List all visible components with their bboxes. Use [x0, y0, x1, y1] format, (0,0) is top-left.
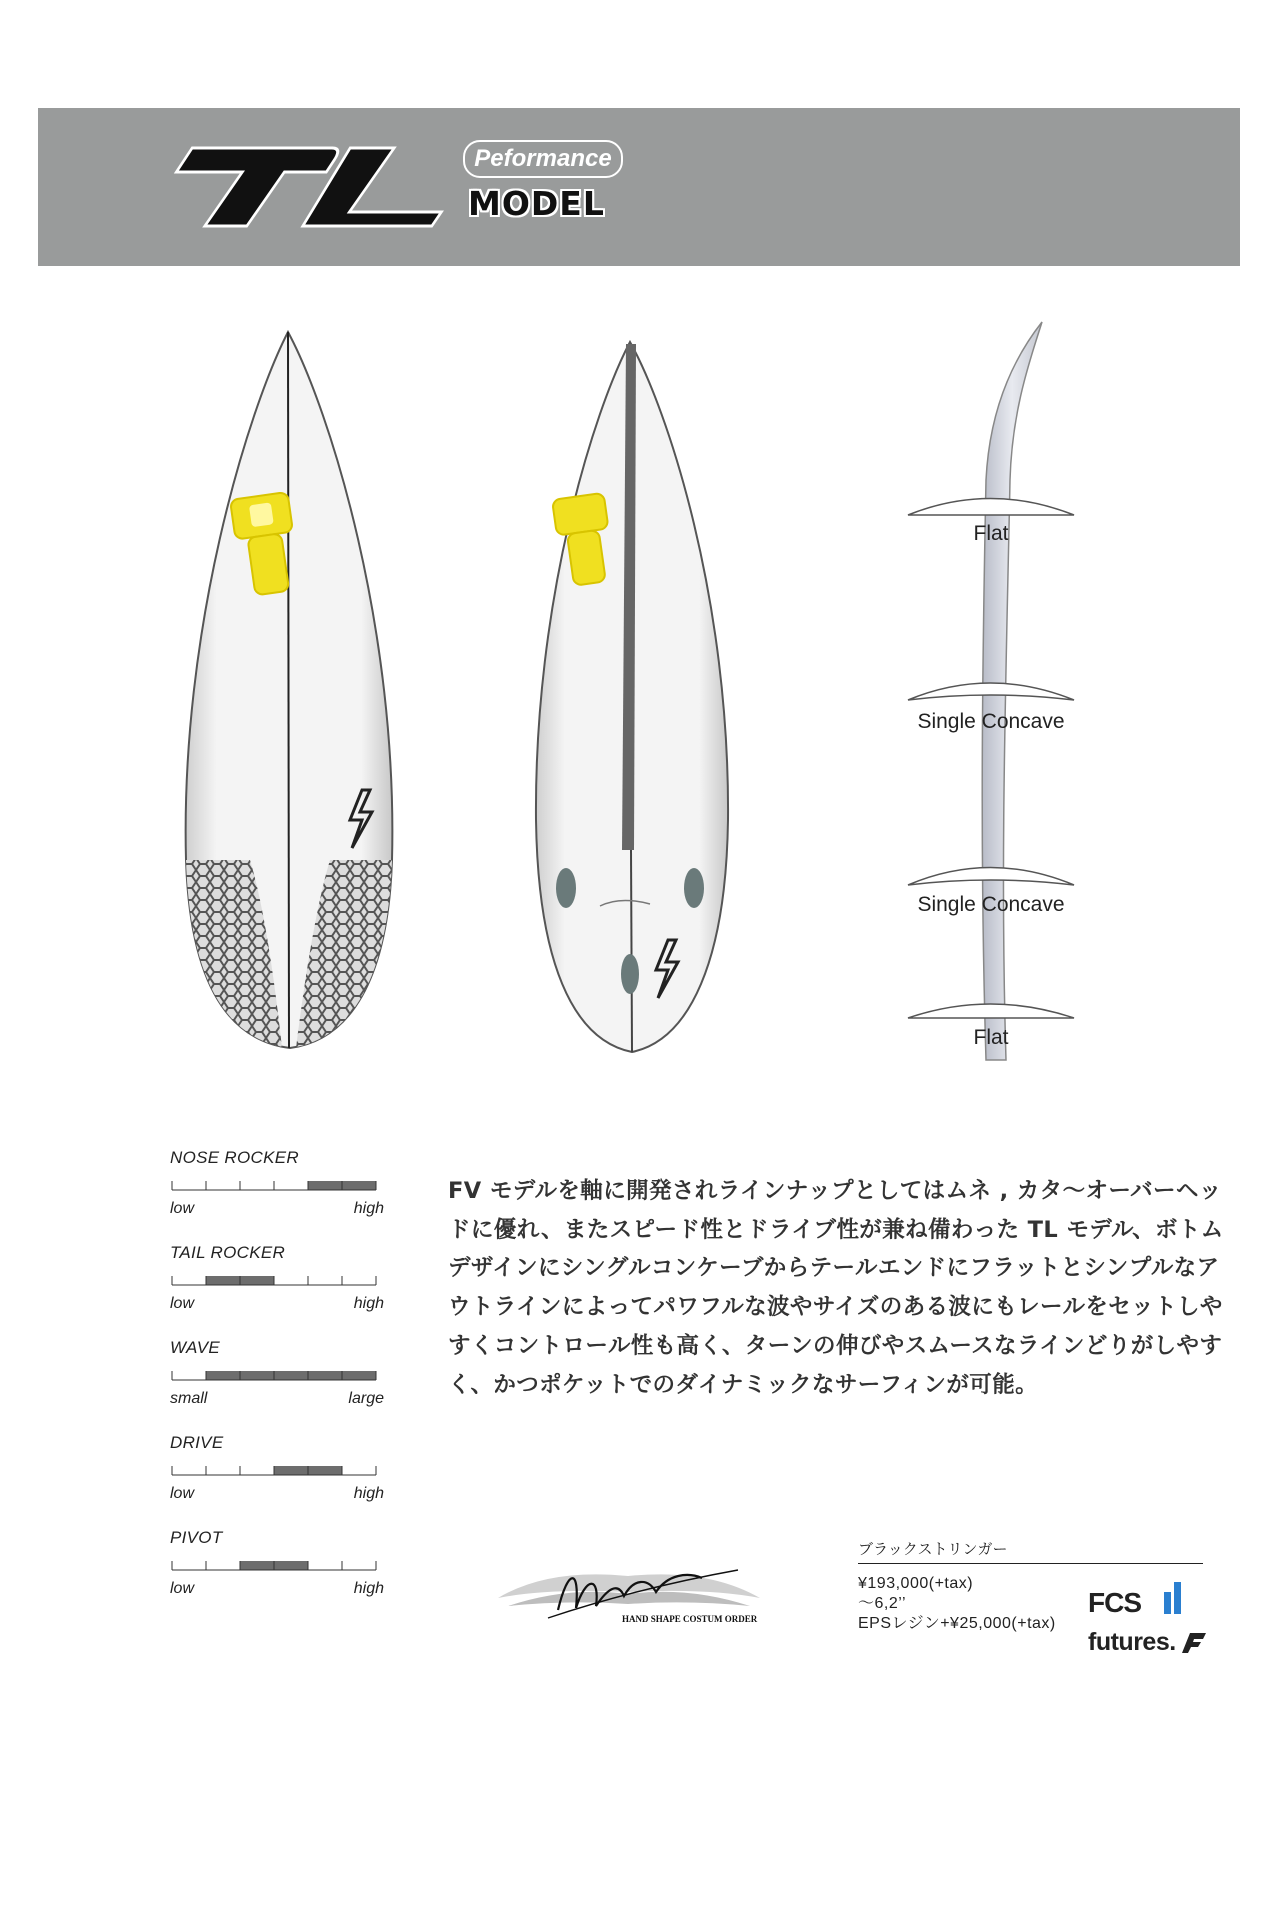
rating-scale	[170, 1366, 380, 1388]
spec-low-label: low	[170, 1200, 195, 1217]
fcs-wordmark: FCS	[1088, 1587, 1141, 1618]
futures-logo	[1088, 1628, 1206, 1657]
model-title: MODEL	[468, 184, 605, 223]
description-line: ウトラインによってパワフルな波やサイズのある波にもレールをセットしや	[448, 1294, 1223, 1321]
spec-name: DRIVE	[170, 1433, 224, 1452]
rating-fill-segment	[240, 1371, 274, 1380]
rating-fill-segment	[240, 1561, 274, 1570]
concave-label-middle: Single Concave	[917, 893, 1065, 916]
bottom-board	[536, 342, 728, 1052]
tl-logo	[138, 130, 478, 240]
concave-label-nose: Flat	[973, 522, 1009, 545]
rating-fill-segment	[342, 1181, 376, 1190]
fcs-logo	[1088, 1580, 1198, 1618]
spec-tail-rocker	[168, 1243, 398, 1338]
spec-high-label: large	[348, 1390, 384, 1407]
header-banner	[38, 108, 1240, 266]
rating-fill-segment	[342, 1371, 376, 1380]
eps-option-line: EPSレジン+¥25,000(+tax)	[858, 1615, 1056, 1632]
concave-label-tail: Flat	[973, 1026, 1009, 1049]
futures-wordmark: futures.	[1088, 1628, 1176, 1656]
rating-fill-segment	[274, 1561, 308, 1570]
performance-badge: Peformance	[463, 140, 623, 178]
spec-nose-rocker	[168, 1148, 398, 1243]
shaper-signature-logo	[488, 1548, 770, 1638]
spec-name: NOSE ROCKER	[170, 1148, 299, 1167]
description-line: デザインにシングルコンケーブからテールエンドにフラットとシンプルなア	[448, 1255, 1220, 1282]
spec-high-label: high	[353, 1295, 384, 1312]
spec-high-label: high	[353, 1580, 384, 1597]
spec-pivot	[168, 1528, 398, 1623]
rating-scale	[170, 1461, 380, 1483]
spec-low-label: small	[170, 1390, 208, 1407]
spec-low-label: low	[170, 1485, 195, 1502]
futures-f-icon	[1182, 1631, 1206, 1653]
rating-fill-segment	[308, 1371, 342, 1380]
rating-fill-segment	[206, 1371, 240, 1380]
spec-ratings	[168, 1148, 398, 1623]
spec-name: TAIL ROCKER	[170, 1243, 286, 1262]
spec-drive	[168, 1433, 398, 1528]
surfboard-images	[0, 300, 1280, 1080]
rating-scale	[170, 1176, 380, 1198]
price-line: ¥193,000(+tax)	[858, 1575, 974, 1592]
spec-low-label: low	[170, 1580, 195, 1597]
stringer-heading: ブラックストリンガー	[858, 1538, 1203, 1564]
deck-board	[180, 332, 400, 1048]
spec-name: WAVE	[170, 1338, 221, 1357]
rating-scale	[170, 1271, 380, 1293]
spec-name: PIVOT	[170, 1528, 223, 1547]
spec-high-label: high	[353, 1485, 384, 1502]
rating-fill-segment	[274, 1466, 308, 1475]
rating-fill-segment	[206, 1276, 240, 1285]
rating-fill-segment	[308, 1466, 342, 1475]
spec-low-label: low	[170, 1295, 195, 1312]
signature-caption: HAND SHAPE COSTUM ORDER	[622, 1614, 758, 1624]
description-line: FV モデルを軸に開発されラインナップとしてはムネ , カタ〜オーバーヘッ	[448, 1178, 1222, 1204]
size-line: 〜6,2’’	[858, 1595, 907, 1612]
model-description	[448, 1172, 1238, 1404]
description-line: すくコントロール性も高く、ターンの伸びやスムースなラインどりがしやす	[448, 1332, 1223, 1359]
description-line: く、かつポケットでのダイナミックなサーフィンが可能。	[448, 1371, 1039, 1398]
rating-fill-segment	[308, 1181, 342, 1190]
rating-fill-segment	[274, 1371, 308, 1380]
description-line: ドに優れ、またスピード性とドライブ性が兼ね備わった TL モデル、ボトム	[448, 1216, 1224, 1243]
rating-fill-segment	[240, 1276, 274, 1285]
spec-wave	[168, 1338, 398, 1433]
spec-high-label: high	[353, 1200, 384, 1217]
concave-label-front: Single Concave	[917, 710, 1065, 733]
rating-scale	[170, 1556, 380, 1578]
